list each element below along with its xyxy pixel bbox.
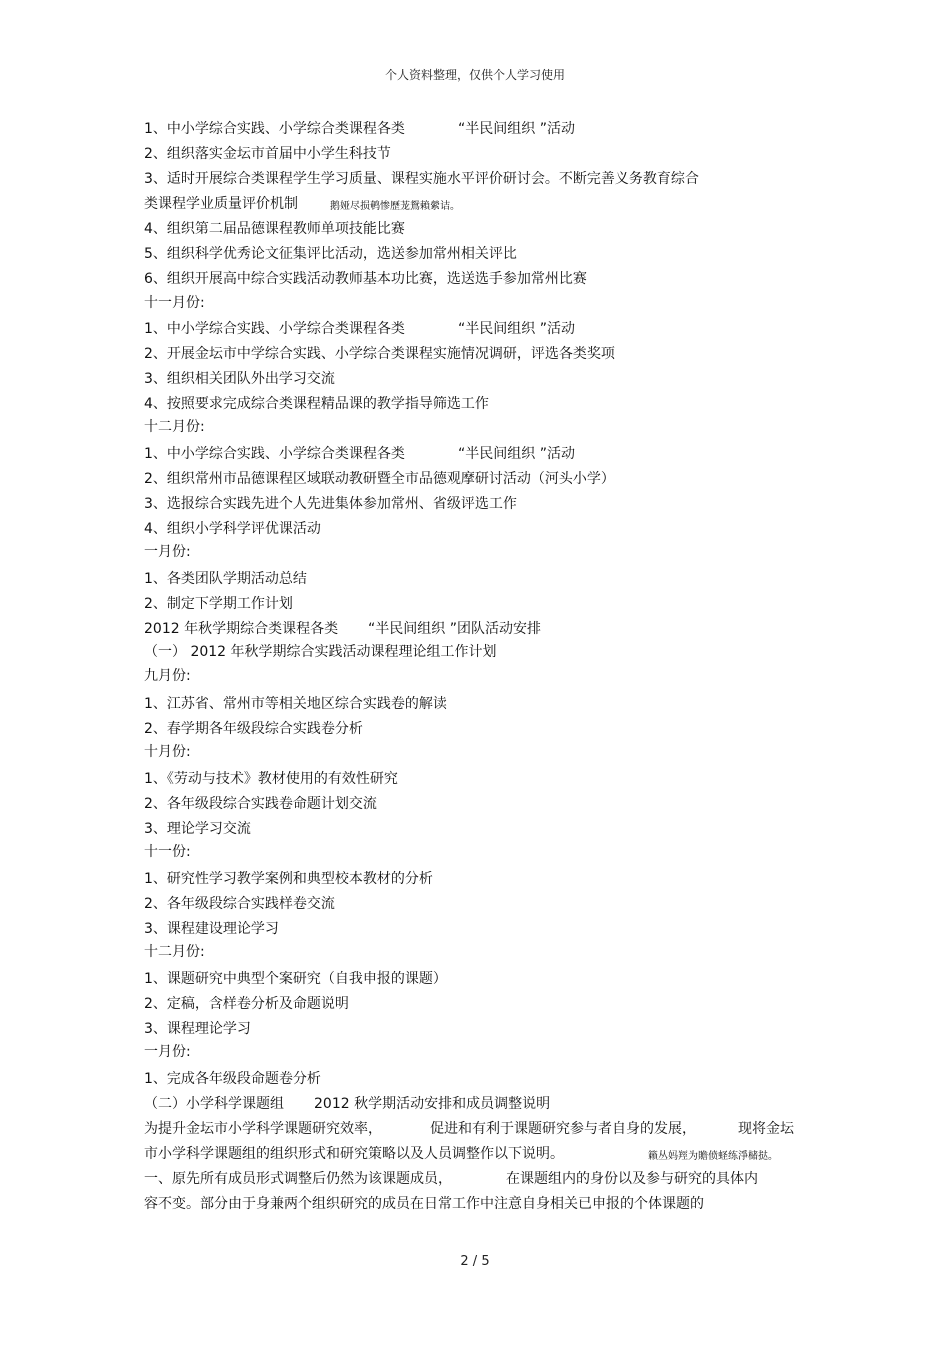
- text-line: （二）小学科学课题组: [144, 1096, 284, 1112]
- text-line: 1、《劳动与技术》教材使用的有效性研究: [144, 771, 398, 787]
- text-line: 2、各年级段综合实践卷命题计划交流: [144, 796, 377, 812]
- text-line-continuation: “半民间组织 ”活动: [458, 321, 575, 337]
- text-line: 1、课题研究中典型个案研究（自我申报的课题）: [144, 971, 447, 987]
- text-line: 3、适时开展综合类课程学生学习质量、课程实施水平评价研讨会。不断完善义务教育综合: [144, 171, 699, 187]
- text-line: 类课程学业质量评价机制: [144, 196, 298, 212]
- text-line: 十二月份:: [144, 419, 205, 435]
- text-line: 2、定稿，含样卷分析及命题说明: [144, 996, 349, 1012]
- text-line: 1、研究性学习教学案例和典型校本教材的分析: [144, 871, 433, 887]
- text-line: 1、中小学综合实践、小学综合类课程各类: [144, 446, 405, 462]
- text-line: 1、完成各年级段命题卷分析: [144, 1071, 321, 1087]
- text-line: 十二月份:: [144, 944, 205, 960]
- text-line-continuation: 现将金坛: [738, 1121, 794, 1137]
- text-line: 2、开展金坛市中学综合实践、小学综合类课程实施情况调研，评选各类奖项: [144, 346, 615, 362]
- text-line: 市小学科学课题组的组织形式和研究策略以及人员调整作以下说明。: [144, 1146, 564, 1162]
- text-line: （一） 2012 年秋学期综合实践活动课程理论组工作计划: [144, 644, 497, 660]
- text-line: 2、组织常州市品德课程区域联动教研暨全市品德观摩研讨活动（河头小学）: [144, 471, 615, 487]
- text-line: 一、原先所有成员形式调整后仍然为该课题成员，: [144, 1171, 452, 1187]
- page-number: 2 / 5: [460, 1254, 490, 1269]
- text-line: 2、各年级段综合实践样卷交流: [144, 896, 335, 912]
- garbled-annotation: 鹅娅尽损鹌惨歷茏鴛賴縈诘。: [330, 201, 460, 212]
- text-line: 6、组织开展高中综合实践活动教师基本功比赛，选送选手参加常州比赛: [144, 271, 587, 287]
- text-line: 2012 年秋学期综合类课程各类: [144, 621, 339, 637]
- text-line: 1、江苏省、常州市等相关地区综合实践卷的解读: [144, 696, 447, 712]
- text-line: 十一份:: [144, 844, 191, 860]
- text-line: 十月份:: [144, 744, 191, 760]
- text-line: 4、按照要求完成综合类课程精品课的教学指导筛选工作: [144, 396, 489, 412]
- text-line: 1、各类团队学期活动总结: [144, 571, 307, 587]
- text-line-continuation: “半民间组织 ”活动: [458, 446, 575, 462]
- text-line: 3、组织相关团队外出学习交流: [144, 371, 335, 387]
- text-line-continuation: 促进和有利于课题研究参与者自身的发展，: [430, 1121, 696, 1137]
- text-line: 3、理论学习交流: [144, 821, 251, 837]
- text-line: 一月份:: [144, 1044, 191, 1060]
- text-line: 3、课程建设理论学习: [144, 921, 279, 937]
- text-line: 2、制定下学期工作计划: [144, 596, 293, 612]
- page-header: 个人资料整理，仅供个人学习使用: [384, 68, 565, 82]
- text-line: 5、组织科学优秀论文征集评比活动，选送参加常州相关评比: [144, 246, 517, 262]
- text-line: 2、春学期各年级段综合实践卷分析: [144, 721, 363, 737]
- text-line: 1、中小学综合实践、小学综合类课程各类: [144, 121, 405, 137]
- text-line-continuation: 在课题组内的身份以及参与研究的具体内: [506, 1171, 758, 1187]
- text-line: 一月份:: [144, 544, 191, 560]
- text-line: 4、组织第二届品德课程教师单项技能比赛: [144, 221, 405, 237]
- text-line-continuation: “半民间组织 ”团队活动安排: [368, 621, 541, 637]
- text-line: 十一月份:: [144, 295, 205, 311]
- text-line: 为提升金坛市小学科学课题研究效率，: [144, 1121, 382, 1137]
- text-line-continuation: “半民间组织 ”活动: [458, 121, 575, 137]
- text-line: 2、组织落实金坛市首届中小学生科技节: [144, 146, 391, 162]
- text-line: 3、选报综合实践先进个人先进集体参加常州、省级评选工作: [144, 496, 517, 512]
- text-line: 九月份:: [144, 668, 191, 684]
- text-line: 1、中小学综合实践、小学综合类课程各类: [144, 321, 405, 337]
- garbled-annotation: 籟丛妈羥为贍偾蛏练淨槠挞。: [648, 1151, 778, 1162]
- text-line: 4、组织小学科学评优课活动: [144, 521, 321, 537]
- text-line: 容不变。部分由于身兼两个组织研究的成员在日常工作中注意自身相关已申报的个体课题的: [144, 1196, 704, 1212]
- text-line-continuation: 2012 秋学期活动安排和成员调整说明: [314, 1096, 551, 1112]
- text-line: 3、课程理论学习: [144, 1021, 251, 1037]
